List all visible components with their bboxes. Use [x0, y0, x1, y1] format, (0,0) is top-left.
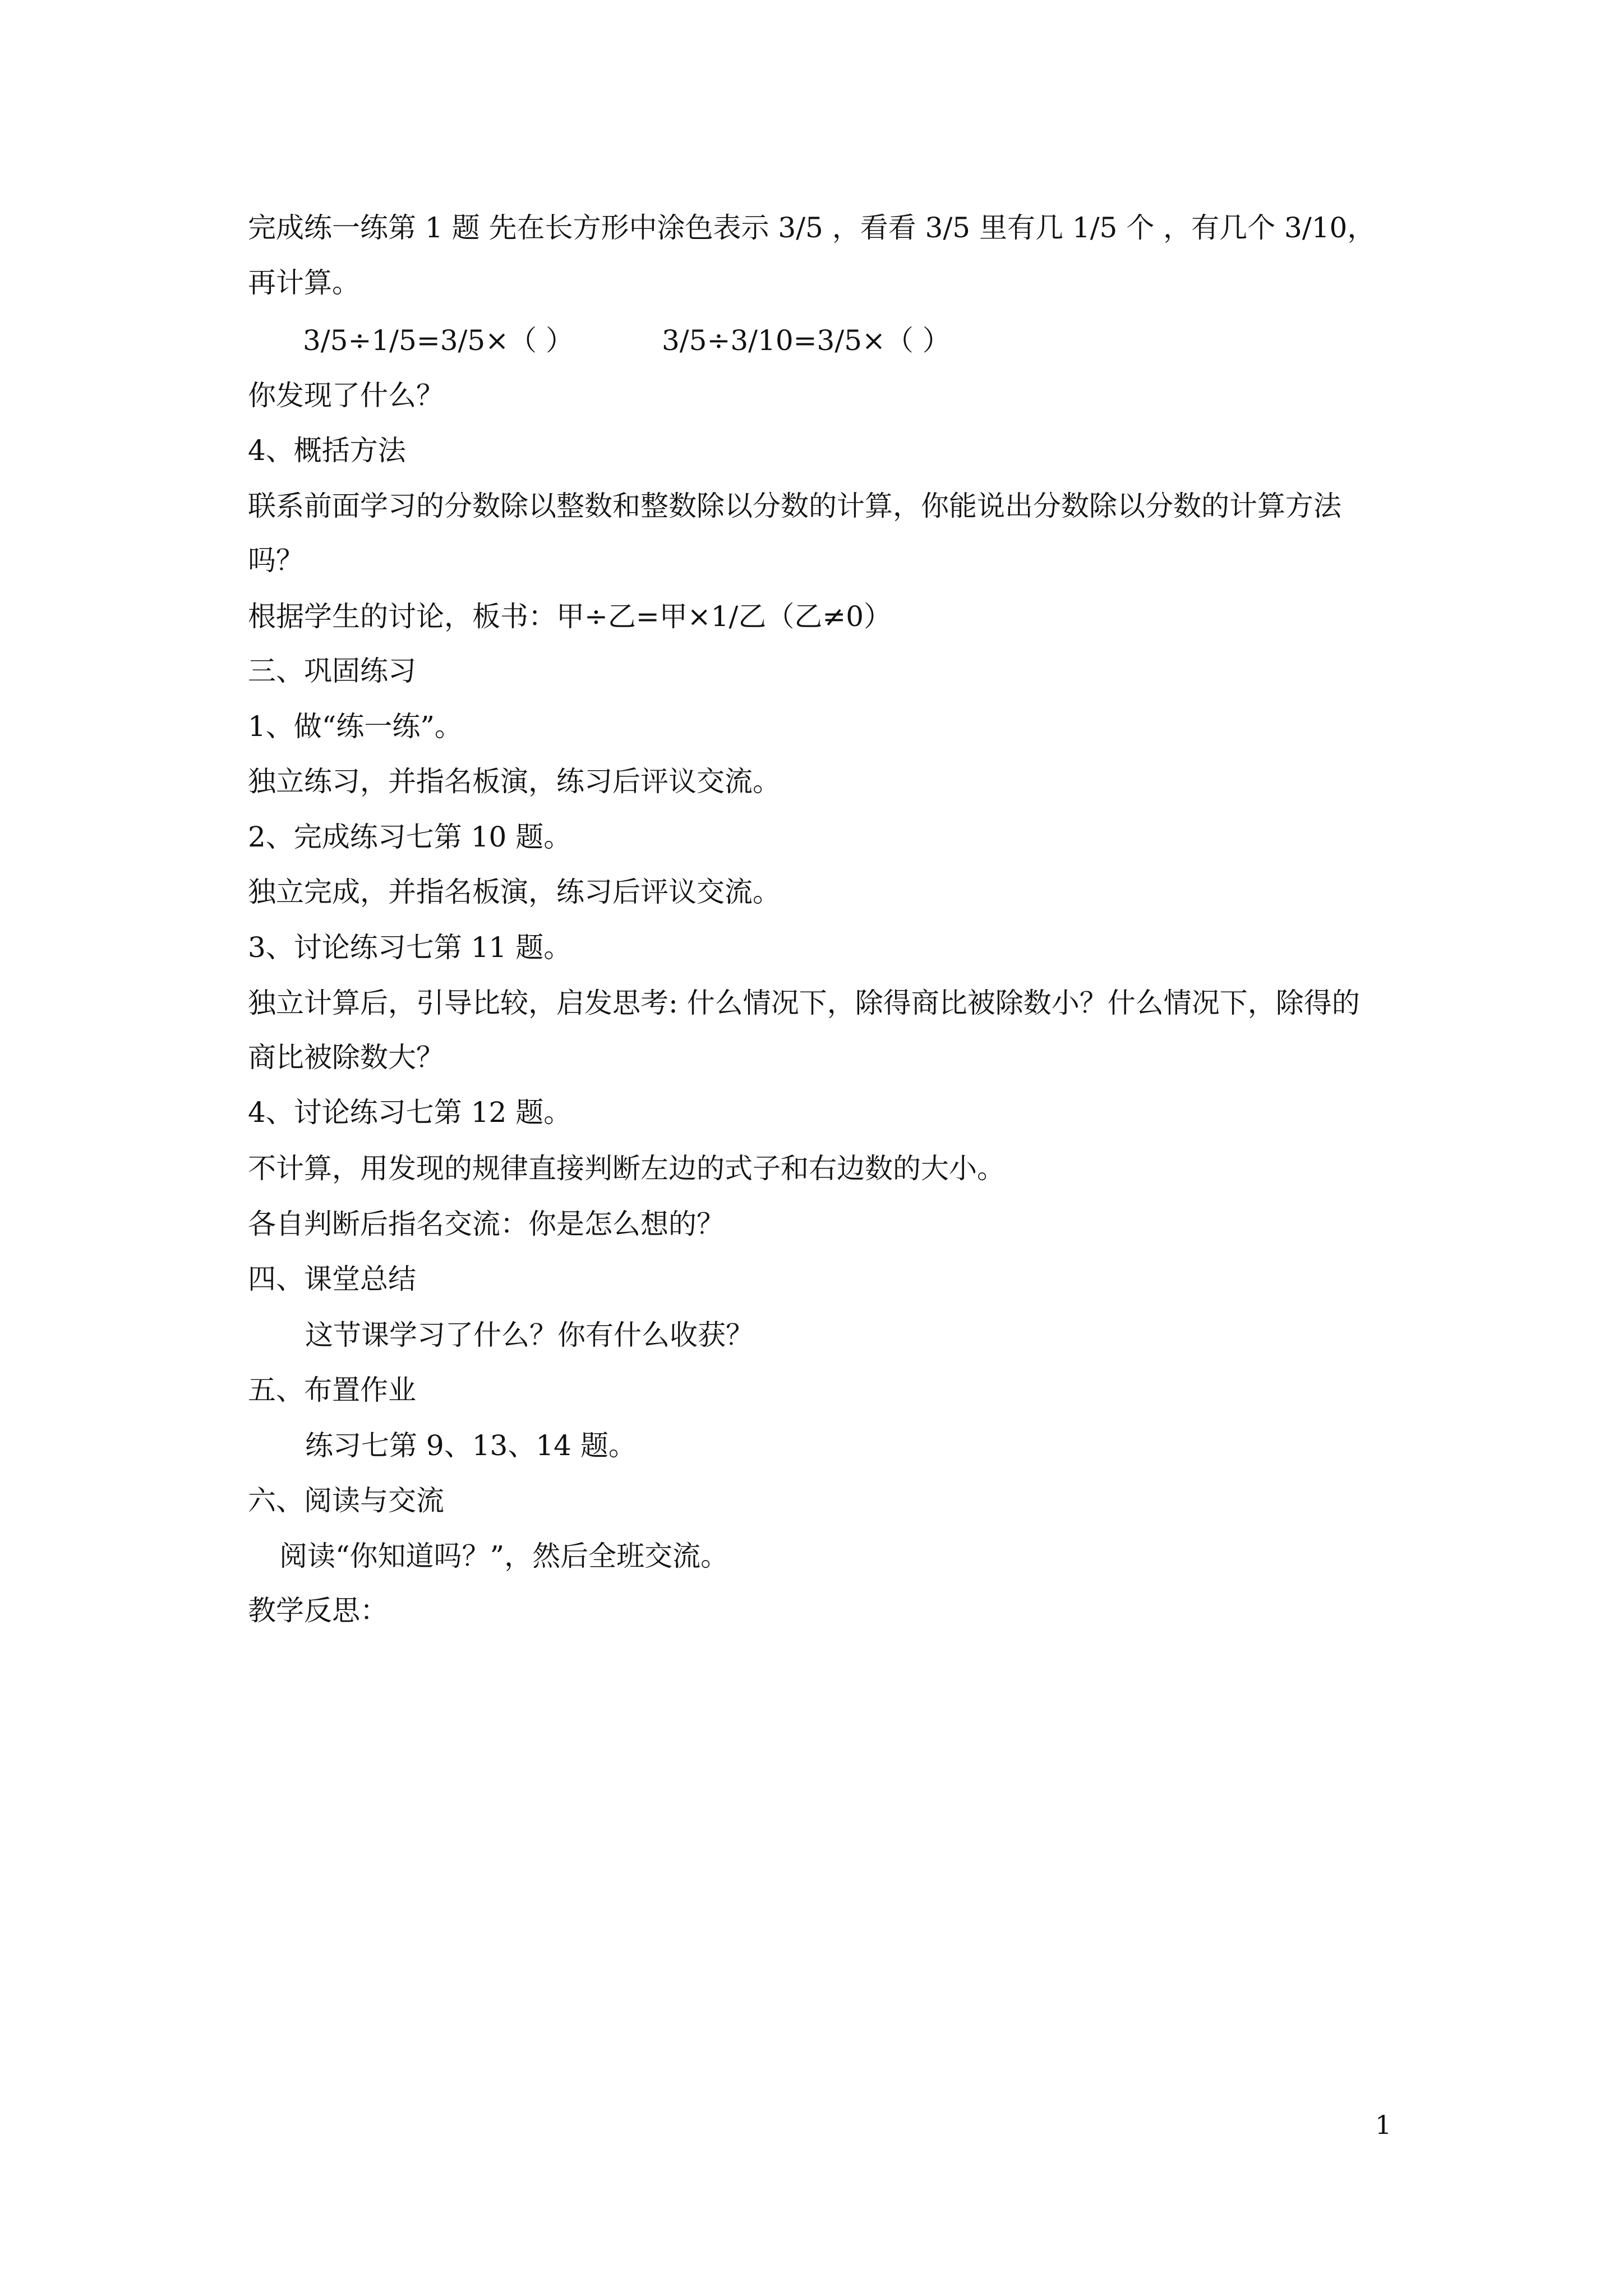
- section-heading: 六、阅读与交流: [248, 1484, 444, 1517]
- section-heading: 五、布置作业: [248, 1374, 416, 1406]
- paragraph-line: 独立完成，并指名板演，练习后评议交流。: [248, 876, 781, 908]
- section-heading: 4、概括方法: [248, 434, 406, 467]
- paragraph-line: 1、做“练一练”。: [248, 710, 463, 743]
- section-heading: 三、巩固练习: [248, 655, 416, 687]
- paragraph-line: 3、讨论练习七第 11 题。: [248, 931, 572, 964]
- paragraph-line: 练习七第 9、13、14 题。: [305, 1429, 637, 1462]
- paragraph-line: 再计算。: [248, 266, 360, 299]
- formula-right: 3/5÷3/10=3/5×（ ）: [662, 324, 951, 357]
- paragraph-line: 阅读“你知道吗？”，然后全班交流。: [279, 1540, 729, 1572]
- paragraph-line: 吗？: [248, 544, 304, 577]
- formula-left: 3/5÷1/5=3/5×（ ）: [303, 324, 574, 357]
- paragraph-line: 你发现了什么？: [248, 379, 444, 412]
- paragraph-line: 根据学生的讨论，板书：甲÷乙=甲×1/乙（乙≠0）: [248, 600, 892, 633]
- paragraph-line: 联系前面学习的分数除以整数和整数除以分数的计算，你能说出分数除以分数的计算方法: [248, 490, 1341, 522]
- paragraph-line: 4、讨论练习七第 12 题。: [248, 1096, 572, 1129]
- paragraph-line: 各自判断后指名交流：你是怎么想的？: [248, 1208, 725, 1240]
- paragraph-line: 这节课学习了什么？你有什么收获？: [305, 1319, 754, 1351]
- page-number: 1: [1375, 2110, 1392, 2140]
- paragraph-line: 独立练习，并指名板演，练习后评议交流。: [248, 765, 781, 798]
- section-heading: 四、课堂总结: [248, 1263, 416, 1295]
- formula-row: [303, 324, 1245, 357]
- paragraph-line: 完成练一练第 1 题 先在长方形中涂色表示 3/5 ，看看 3/5 里有几 1/5 个 ，有几个 3/10，: [248, 211, 1376, 244]
- paragraph-line: 教学反思：: [248, 1594, 388, 1627]
- paragraph-line: 不计算，用发现的规律直接判断左边的式子和右边数的大小。: [248, 1152, 1005, 1185]
- paragraph-line: 独立计算后，引导比较，启发思考: 什么情况下，除得商比被除数小？什么情况下，除得的: [248, 987, 1360, 1019]
- paragraph-line: 2、完成练习七第 10 题。: [248, 821, 572, 853]
- paragraph-line: 商比被除数大？: [248, 1041, 444, 1074]
